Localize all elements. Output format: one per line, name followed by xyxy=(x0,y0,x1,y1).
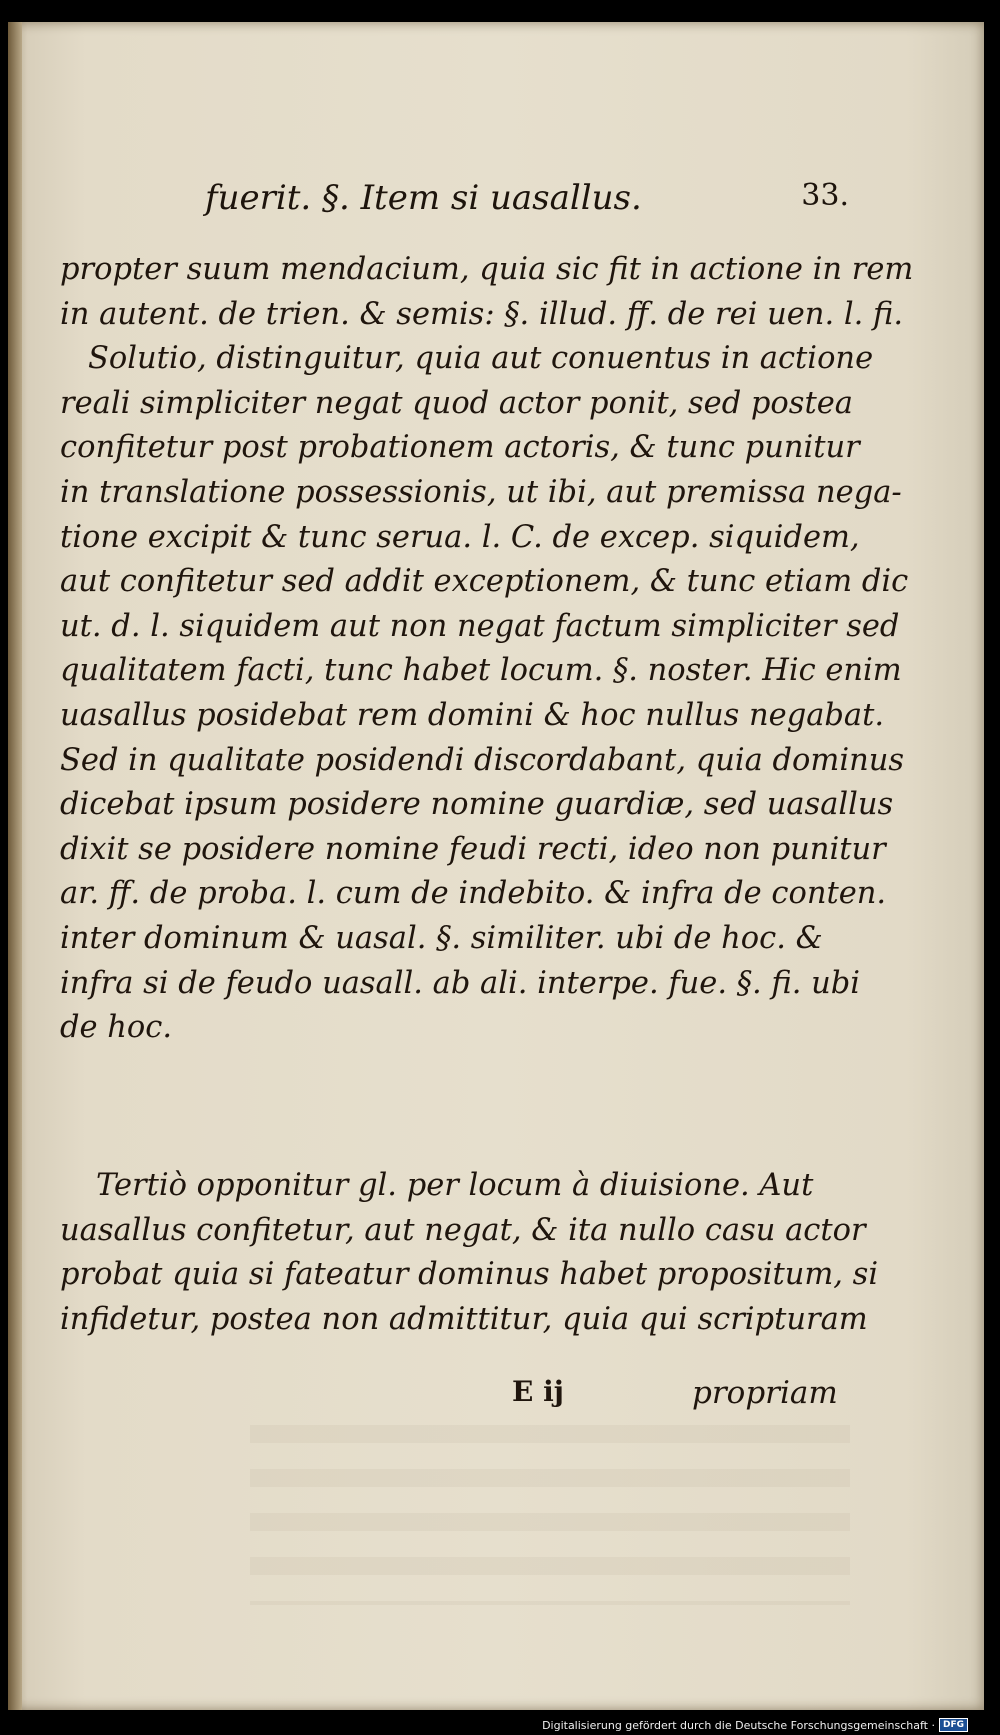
text-line: de hoc. xyxy=(60,1010,173,1046)
text-line: uasallus posidebat rem domini & hoc nullus negabat. xyxy=(60,697,885,733)
text-line: Solutio, distinguitur, quia aut conuentus in actione xyxy=(88,341,874,377)
text-line: Sed in qualitate posidendi discordabant, quia dominus xyxy=(60,742,905,778)
signature-mark: E ij xyxy=(512,1375,564,1408)
paragraph-2 xyxy=(60,1164,879,1342)
text-line: reali simpliciter negat quod actor ponit, sed postea xyxy=(60,385,853,421)
text-line: qualitatem facti, tunc habet locum. §. noster. Hic enim xyxy=(60,653,902,689)
text-line: inter dominum & uasal. §. similiter. ubi de hoc. & xyxy=(60,920,823,956)
text-line: aut confitetur sed addit exceptionem, & tunc etiam dic xyxy=(60,564,909,600)
text-line: in autent. de trien. & semis: §. illud. ff. de rei uen. l. fi. xyxy=(60,296,904,332)
dfg-logo-icon: DFG xyxy=(939,1718,968,1732)
page-binding-edge xyxy=(8,22,22,1710)
text-line: ar. ff. de proba. l. cum de indebito. & infra de conten. xyxy=(60,876,887,912)
page-number: 33. xyxy=(801,178,849,213)
text-line: in translatione possessionis, ut ibi, aut premissa nega- xyxy=(60,474,902,510)
text-line: ut. d. l. siquidem aut non negat factum simpliciter sed xyxy=(60,608,900,644)
text-line: tione excipit & tunc serua. l. C. de excep. siquidem, xyxy=(60,519,860,555)
text-line: infra si de feudo uasall. ab ali. interpe. fue. §. fi. ubi xyxy=(60,965,861,1001)
text-line: infidetur, postea non admittitur, quia qui scripturam xyxy=(60,1301,868,1337)
text-line: dicebat ipsum posidere nomine guardiæ, sed uasallus xyxy=(60,787,894,823)
text-line: Tertiò opponitur gl. per locum à diuisione. Aut xyxy=(96,1168,814,1203)
text-line: dixit se posidere nomine feudi recti, ideo non punitur xyxy=(60,831,886,867)
digitization-credit xyxy=(542,1718,968,1732)
page-footer xyxy=(0,1375,1000,1425)
text-line: propter suum mendacium, quia sic fit in actione in rem xyxy=(60,252,914,287)
page-header xyxy=(205,178,849,228)
credit-text: Digitalisierung gefördert durch die Deutsche Forschungsgemeinschaft · xyxy=(542,1718,935,1732)
text-line: probat quia si fateatur dominus habet propositum, si xyxy=(60,1257,879,1293)
catchword: propriam xyxy=(692,1375,838,1411)
running-head: fuerit. §. Item si uasallus. xyxy=(205,178,642,218)
paragraph-1 xyxy=(60,248,914,1051)
text-line: confitetur post probationem actoris, & tunc punitur xyxy=(60,430,860,466)
text-line: uasallus confitetur, aut negat, & ita nullo casu actor xyxy=(60,1212,866,1248)
show-through-bleed xyxy=(250,1425,850,1605)
